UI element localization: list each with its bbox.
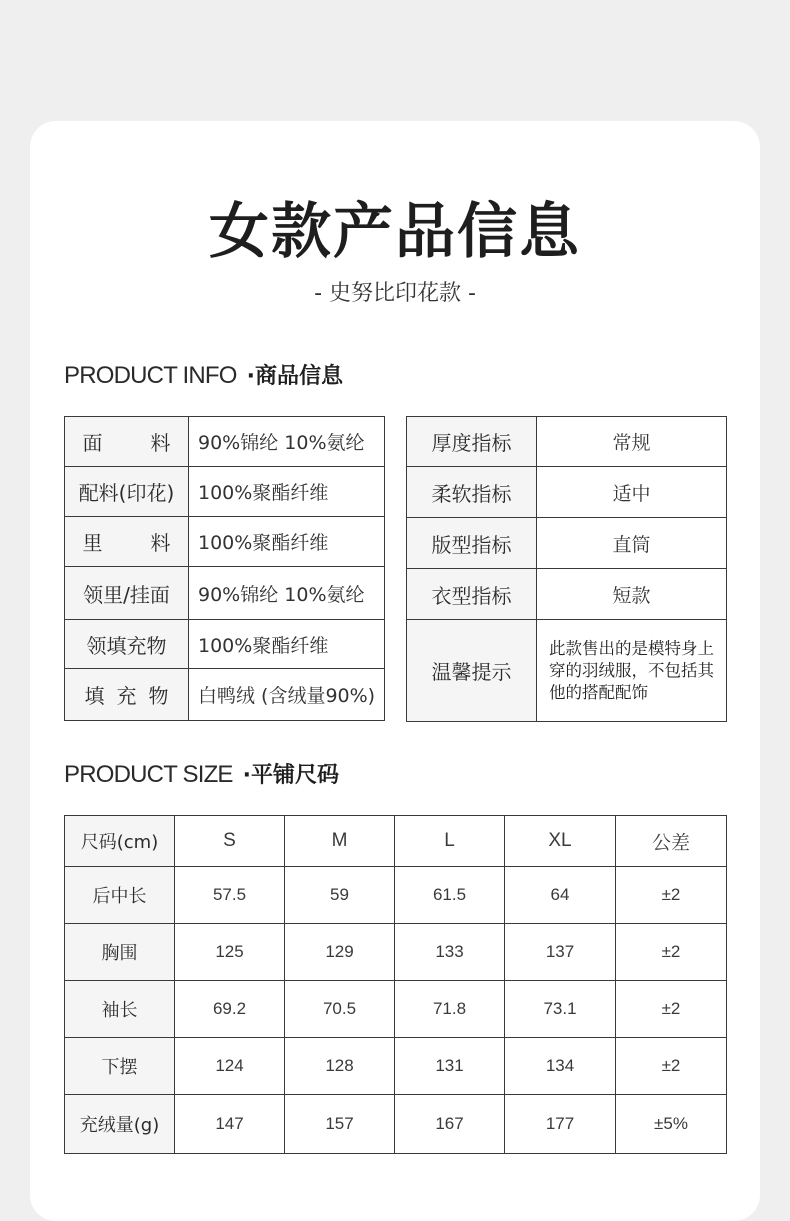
size-cell: ±2: [616, 867, 727, 924]
tip-label: 温馨提示: [407, 620, 537, 722]
size-row-label: 充绒量(g): [65, 1095, 175, 1154]
size-cell: ±2: [616, 924, 727, 981]
material-label: 面 料: [65, 417, 189, 467]
material-value: 90%锦纶 10%氨纶: [189, 567, 385, 620]
size-cell: 129: [285, 924, 395, 981]
size-cell: 128: [285, 1038, 395, 1095]
material-row: [65, 669, 385, 721]
size-cell: 57.5: [175, 867, 285, 924]
index-row: [407, 417, 727, 467]
size-cell: ±2: [616, 1038, 727, 1095]
tip-text: 此款售出的是模特身上穿的羽绒服，不包括其他的搭配配饰: [537, 620, 727, 722]
size-cell: 167: [395, 1095, 505, 1154]
size-cell: 59: [285, 867, 395, 924]
index-table: [406, 416, 727, 722]
size-cell: 61.5: [395, 867, 505, 924]
size-cell: 157: [285, 1095, 395, 1154]
index-row: [407, 518, 727, 569]
material-value: 90%锦纶 10%氨纶: [189, 417, 385, 467]
index-label: 版型指标: [407, 518, 537, 569]
material-row: [65, 620, 385, 669]
size-cell: ±2: [616, 981, 727, 1038]
size-cell: 125: [175, 924, 285, 981]
size-cell: 133: [395, 924, 505, 981]
size-row-label: 胸围: [65, 924, 175, 981]
material-table: [64, 416, 385, 721]
size-cell: 69.2: [175, 981, 285, 1038]
size-header-cell: M: [285, 816, 395, 867]
material-label: 里 料: [65, 517, 189, 567]
material-value: 100%聚酯纤维: [189, 467, 385, 517]
size-header-cell: L: [395, 816, 505, 867]
product-size-heading: [64, 759, 339, 791]
size-row-label: 下摆: [65, 1038, 175, 1095]
size-row: [65, 867, 727, 924]
size-cell: 124: [175, 1038, 285, 1095]
index-row: [407, 467, 727, 518]
page-title: 女款产品信息: [209, 197, 581, 267]
material-label: 配料(印花): [65, 467, 189, 517]
material-row: [65, 567, 385, 620]
size-row: [65, 1095, 727, 1154]
product-info-heading-cn: ·商品信息: [246, 364, 343, 389]
size-cell: 134: [505, 1038, 616, 1095]
product-info-heading-en: PRODUCT INFO: [64, 362, 237, 389]
index-value: 适中: [537, 467, 727, 518]
index-value: 直筒: [537, 518, 727, 569]
size-header-row: [65, 816, 727, 867]
product-info-heading: [64, 360, 343, 392]
size-cell: 71.8: [395, 981, 505, 1038]
material-row: [65, 467, 385, 517]
index-label: 柔软指标: [407, 467, 537, 518]
material-label: 领里/挂面: [65, 567, 189, 620]
size-cell: 64: [505, 867, 616, 924]
size-cell: 137: [505, 924, 616, 981]
index-row: [407, 569, 727, 620]
index-value: 短款: [537, 569, 727, 620]
material-label: 领填充物: [65, 620, 189, 669]
index-label: 衣型指标: [407, 569, 537, 620]
size-row: [65, 981, 727, 1038]
size-cell: 73.1: [505, 981, 616, 1038]
page-subtitle: - 史努比印花款 -: [314, 281, 476, 306]
index-label: 厚度指标: [407, 417, 537, 467]
product-size-heading-cn: ·平铺尺码: [242, 763, 340, 788]
product-size-heading-en: PRODUCT SIZE: [64, 761, 233, 788]
index-row: [407, 620, 727, 722]
size-header-cell: XL: [505, 816, 616, 867]
size-cell: 131: [395, 1038, 505, 1095]
material-value: 100%聚酯纤维: [189, 517, 385, 567]
material-value: 100%聚酯纤维: [189, 620, 385, 669]
size-row-label: 后中长: [65, 867, 175, 924]
size-cell: 70.5: [285, 981, 395, 1038]
material-row: [65, 517, 385, 567]
size-row: [65, 1038, 727, 1095]
size-cell: 177: [505, 1095, 616, 1154]
size-cell: 147: [175, 1095, 285, 1154]
material-value: 白鸭绒 (含绒量90%): [189, 669, 385, 721]
material-label: 填 充 物: [65, 669, 189, 721]
size-cell: ±5%: [616, 1095, 727, 1154]
size-row: [65, 924, 727, 981]
material-row: [65, 417, 385, 467]
size-row-label: 袖长: [65, 981, 175, 1038]
size-header-cell: S: [175, 816, 285, 867]
size-header-cell: 尺码(cm): [65, 816, 175, 867]
index-value: 常规: [537, 417, 727, 467]
size-table: [64, 815, 727, 1154]
size-header-cell: 公差: [616, 816, 727, 867]
